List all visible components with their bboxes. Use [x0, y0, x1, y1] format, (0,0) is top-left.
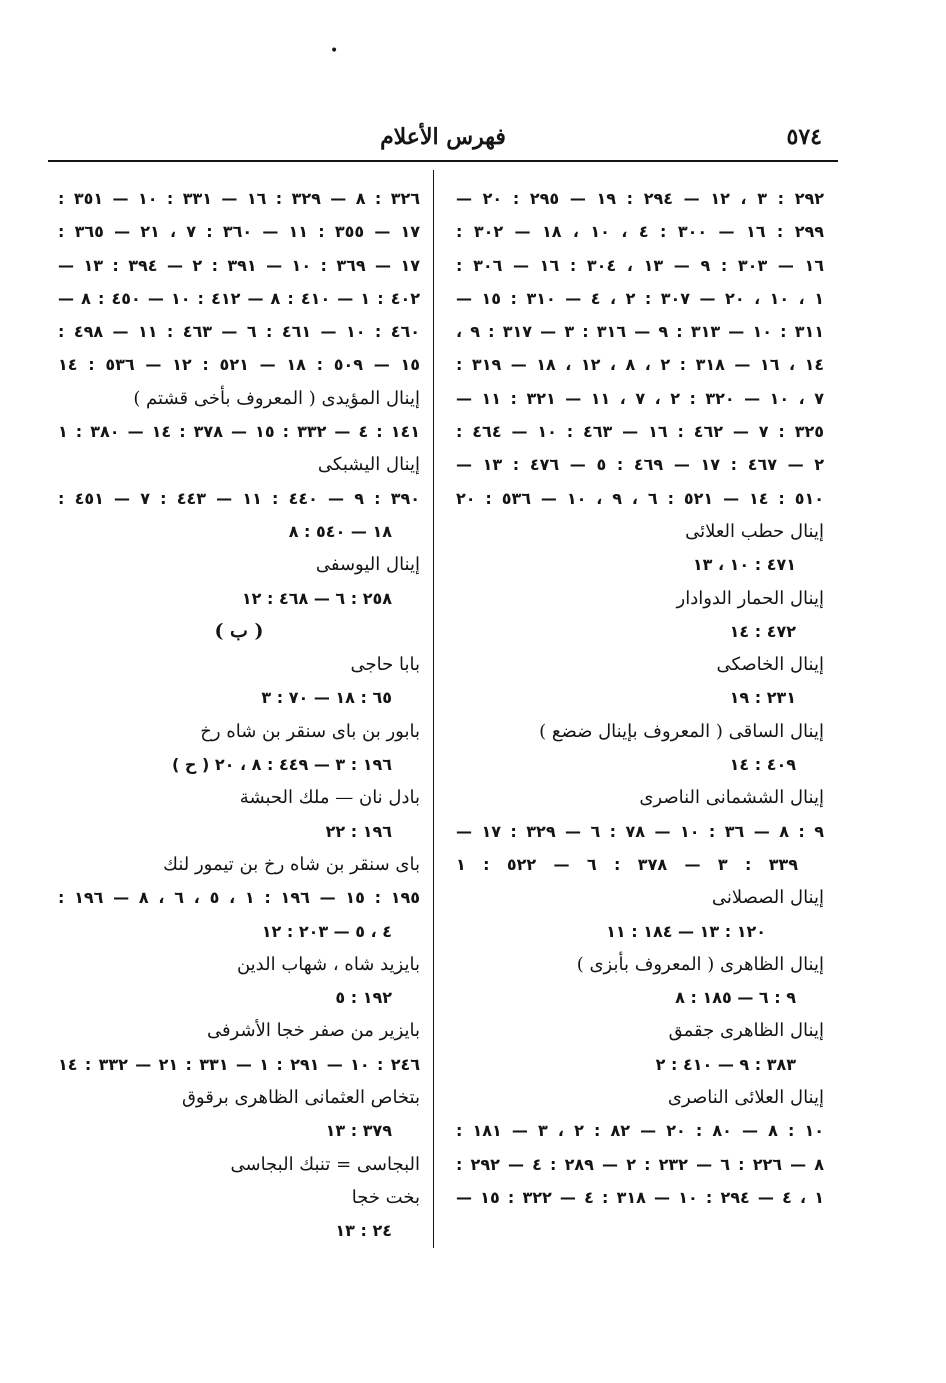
- page-references: ١٦ — ٣٠٣ : ٩ — ١٣ ، ٣٠٤ : ١٦ — ٣٠٦ :: [456, 255, 824, 275]
- page-references: ٣٣٩ : ٣ — ٣٧٨ : ٦ — ٥٢٢ : ١: [456, 854, 798, 874]
- page-references: ٣١١ : ١٠ — ٣١٣ : ٩ — ٣١٦ : ٣ — ٣١٧ : ٩ ،: [456, 322, 824, 342]
- page-references: ٣٧٩ : ١٣: [325, 1121, 392, 1141]
- page-references: ١٤ ، ١٦ — ٣١٨ : ٢ ، ٨ ، ١٢ ، ١٨ — ٣١٩ :: [456, 355, 824, 375]
- entry-name: بادل نان — ملك الحبشة: [239, 787, 420, 809]
- page-references: ١٩٢ : ٥: [335, 988, 392, 1008]
- header-rule: [48, 160, 838, 162]
- page-references: ٣٨٣ : ٩ — ٤١٠ : ٢: [655, 1054, 796, 1074]
- page-references: ٤٠٩ : ١٤: [729, 755, 796, 775]
- entry-name: إينال الظاهرى جقمق: [668, 1020, 824, 1042]
- section-letter: ( ب ): [214, 619, 264, 642]
- entry-name: بايزيد شاه ، شهاب الدين: [236, 953, 420, 975]
- page-references: ١٥ — ٥٠٩ : ١٨ — ٥٢١ : ١٢ — ٥٣٦ : ١٤: [58, 355, 420, 375]
- entry-name: بخت خجا: [351, 1186, 420, 1208]
- page-number: ٥٧٤: [786, 124, 822, 150]
- page-references: ٥١٠ : ١٤ — ٥٢١ : ٦ ، ٩ ، ١٠ — ٥٣٦ : ٢٠: [456, 488, 824, 508]
- page-references: ١٧ — ٣٥٥ : ١١ — ٣٦٠ : ٧ ، ٢١ — ٣٦٥ :: [58, 222, 420, 242]
- entry-name: إينال العلائى الناصرى: [667, 1087, 824, 1109]
- page-references: ٢٩٩ : ١٦ — ٣٠٠ : ٤ ، ١٠ ، ١٨ — ٣٠٢ :: [456, 222, 824, 242]
- entry-name: إينال المؤيدى ( المعروف بأخى قشتم ): [133, 387, 420, 409]
- page-references: ١٤١ : ٤ — ٣٣٢ : ١٥ — ٣٧٨ : ١٤ — ٣٨٠ : ١: [58, 422, 420, 442]
- entry-name: إينال الخاصكى: [716, 654, 824, 676]
- page-references: ٣٢٦ : ٨ — ٣٢٩ : ١٦ — ٣٣١ : ١٠ — ٣٥١ :: [58, 189, 420, 208]
- page-header: [48, 122, 838, 158]
- index-column-right: [456, 182, 824, 1214]
- page-references: ١٠ : ٨ — ٨٠ : ٢٠ — ٨٢ : ٢ ، ٣ — ١٨١ :: [456, 1121, 824, 1141]
- page-references: ١ ، ٤ — ٢٩٤ : ١٠ — ٣١٨ : ٤ — ٣٢٢ : ١٥ —: [456, 1187, 824, 1207]
- entry-name: بتخاص العثمانى الظاهرى برقوق: [181, 1087, 420, 1109]
- page-references: ٣٩٠ : ٩ — ٤٤٠ : ١١ — ٤٤٣ : ٧ — ٤٥١ :: [58, 488, 420, 508]
- entry-name: إينال الساقى ( المعروف بإينال ضضع ): [539, 720, 824, 742]
- page-references: ٢٩٢ : ٣ ، ١٢ — ٢٩٤ : ١٩ — ٢٩٥ : ٢٠ —: [456, 189, 824, 208]
- page-references: ٤٧١ : ١٠ ، ١٣: [692, 555, 796, 575]
- page-references: ٨ — ٢٢٦ : ٦ — ٢٣٢ : ٢ — ٢٨٩ : ٤ — ٢٩٢ :: [456, 1154, 824, 1174]
- page-references: ٤٧٢ : ١٤: [729, 621, 796, 641]
- page-references: ٤ ، ٥ — ٢٠٣ : ١٢: [261, 921, 392, 941]
- running-title: فهرس الأعلام: [380, 124, 506, 150]
- entry-name: إينال اليوسفى: [315, 554, 420, 576]
- entry-name: إينال الصصلانى: [711, 887, 824, 909]
- entry-name: البجاسى = تنبك البجاسى: [230, 1153, 420, 1175]
- entry-name: إينال حطب العلائى: [685, 520, 824, 542]
- entry-name: بابور بن باى سنقر بن شاه رخ: [200, 720, 420, 742]
- page-references: ١٩٦ : ٢٢: [325, 821, 392, 841]
- page-references: ٩ : ٨ — ٣٦ : ١٠ — ٧٨ : ٦ — ٣٢٩ : ١٧ —: [456, 821, 824, 841]
- page-references: ٤٠٢ : ١ — ٤١٠ : ٨ — ٤١٢ : ١٠ — ٤٥٠ : ٨ —: [58, 288, 420, 308]
- page-references: ٢٥٨ : ٦ — ٤٦٨ : ١٢: [241, 588, 392, 608]
- page-references: ١٨ — ٥٤٠ : ٨: [288, 521, 392, 541]
- entry-name: بابا حاجى: [350, 654, 420, 676]
- page-references: ١٩٦ : ٣ — ٤٤٩ : ٨ ، ٢٠ ( ح ): [172, 755, 392, 775]
- entry-name: باى سنقر بن شاه رخ بن تيمور لنك: [163, 853, 420, 875]
- entry-name: إينال اليشبكى: [317, 454, 420, 476]
- page-references: ٦٥ : ١٨ — ٧٠ : ٣: [261, 688, 392, 708]
- page-references: ٩ : ٦ — ١٨٥ : ٨: [675, 988, 796, 1008]
- entry-name: بايزير من صفر خجا الأشرفى: [206, 1020, 420, 1042]
- index-column-left: [58, 182, 420, 1248]
- page-references: ٢٤ : ١٣: [335, 1221, 392, 1241]
- entry-name: إينال الظاهرى ( المعروف بأبزى ): [576, 953, 824, 975]
- page-references: ١٩٥ : ١٥ — ١٩٦ : ١ ، ٥ ، ٦ ، ٨ — ١٩٦ :: [58, 888, 420, 908]
- page-references: ٧ ، ١٠ — ٣٢٠ : ٢ ، ٧ ، ١١ — ٣٢١ : ١١ —: [456, 388, 824, 408]
- entry-name: إينال الششمانى الناصرى: [639, 787, 824, 809]
- page-references: ١ ، ١٠ ، ٢٠ — ٣٠٧ : ٢ ، ٤ — ٣١٠ : ١٥ —: [456, 288, 824, 308]
- page-references: ١٢٠ : ١٣ — ١٨٤ : ١١: [606, 921, 766, 941]
- page-references: ٣٢٥ : ٧ — ٤٦٢ : ١٦ — ٤٦٣ : ١٠ — ٤٦٤ :: [456, 422, 824, 442]
- page-references: ٢ — ٤٦٧ : ١٧ — ٤٦٩ : ٥ — ٤٧٦ : ١٣ —: [456, 455, 824, 475]
- page-references: ١٧ — ٣٦٩ : ١٠ — ٣٩١ : ٢ — ٣٩٤ : ١٣ —: [58, 255, 420, 275]
- page-references: ٤٦٠ : ١٠ — ٤٦١ : ٦ — ٤٦٣ : ١١ — ٤٩٨ :: [58, 322, 420, 342]
- entry-name: إينال الحمار الدوادار: [676, 587, 824, 609]
- column-divider: [433, 170, 434, 1248]
- page-references: ٢٣١ : ١٩: [729, 688, 796, 708]
- page-references: ٢٤٦ : ١٠ — ٢٩١ : ١ — ٣٣١ : ٢١ — ٣٣٢ : ١٤: [58, 1054, 420, 1074]
- print-speck: •: [330, 43, 339, 59]
